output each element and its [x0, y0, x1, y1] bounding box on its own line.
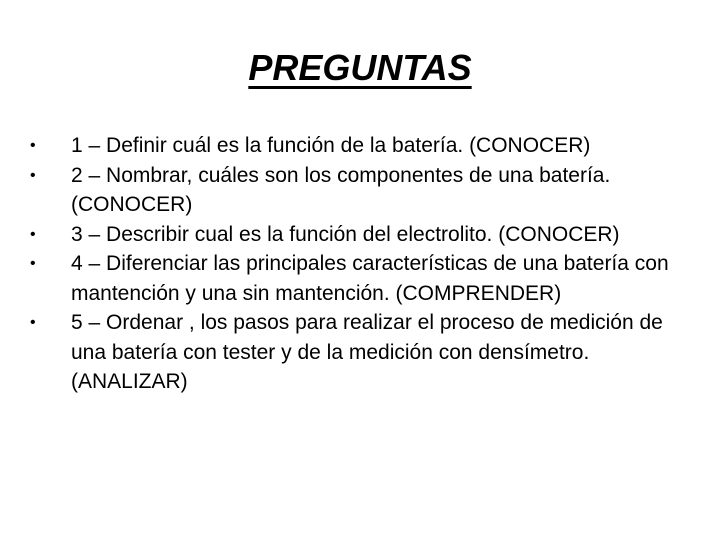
- question-text-1: 1 – Definir cuál es la función de la batería. (CONOCER): [71, 134, 591, 157]
- question-text-4: 4 – Diferenciar las principales características de una batería con mantención y una sin mantención. (COMPRENDER): [71, 252, 669, 305]
- bullet-icon: •: [30, 137, 36, 154]
- bullet-icon: •: [30, 166, 36, 184]
- slide-title-text: PREGUNTAS: [248, 47, 472, 88]
- question-text-5: 5 – Ordenar , los pasos para realizar el proceso de medición de una batería con tester y de la medición con densímetro. (ANALIZAR): [71, 311, 663, 393]
- question-item-1: [30, 131, 680, 161]
- question-list: [30, 131, 680, 397]
- bullet-icon: •: [30, 225, 36, 243]
- question-item-5: [30, 308, 680, 397]
- question-item-4: [30, 249, 680, 308]
- bullet-icon: •: [30, 255, 36, 272]
- question-text-2: 2 – Nombrar, cuáles son los componentes de una batería. (CONOCER): [71, 163, 611, 216]
- bullet-icon: •: [30, 314, 36, 331]
- question-item-2: [30, 161, 680, 220]
- question-text-3: 3 – Describir cual es la función del electrolito. (CONOCER): [71, 222, 620, 246]
- question-item-3: [30, 220, 680, 250]
- slide-title: [0, 44, 720, 92]
